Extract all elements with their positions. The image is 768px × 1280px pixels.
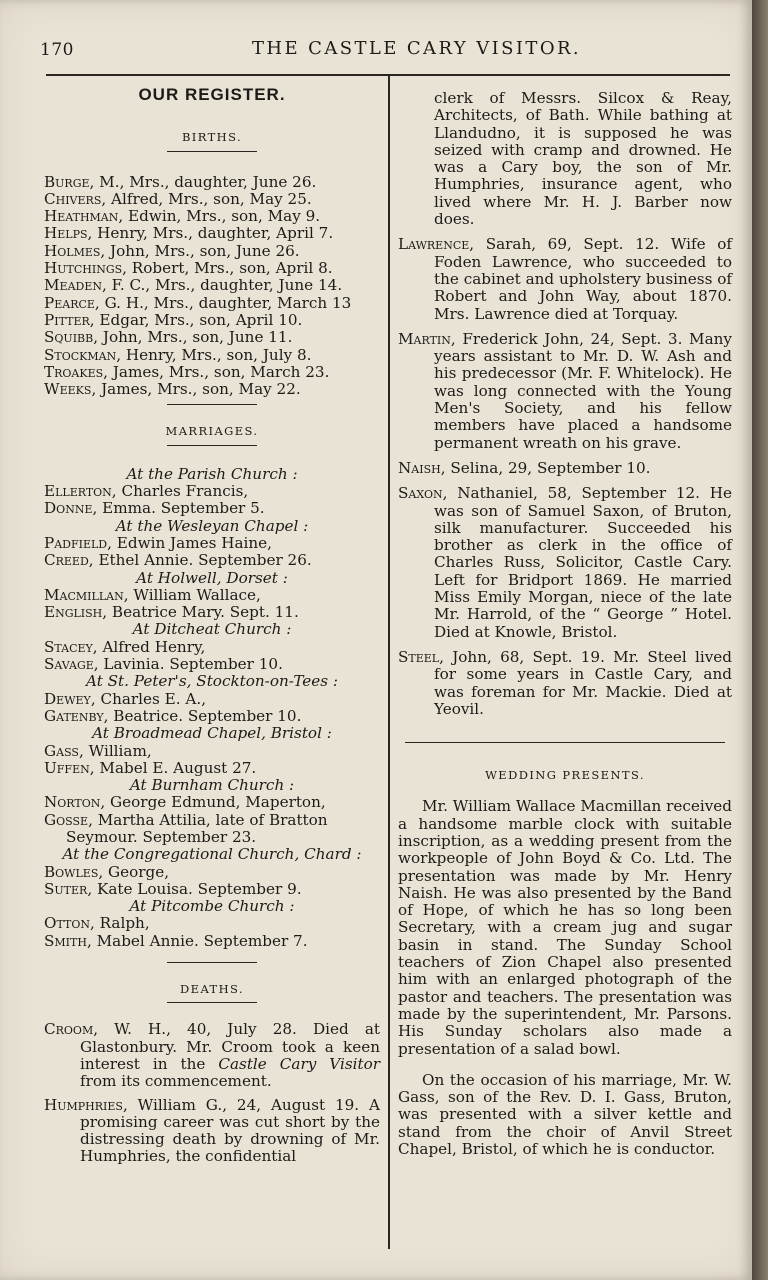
marriages-rule [167, 445, 257, 446]
marriages-heading: MARRIAGES. [165, 424, 259, 439]
birth-entry: Pearce, G. H., Mrs., daughter, March 13 [44, 293, 352, 312]
birth-entry: Helps, Henry, Mrs., daughter, April 7. [44, 224, 334, 243]
marriage-venue: At Holwell, Dorset : [136, 568, 288, 587]
humphries-continuation: clerk of Messrs. Silcox & Reay, Architects, of Bath. While bathing at Llandudno, it is supposed he was seized with cramp and drowned. He was a Cary boy, the son of Mr. Humphries, insurance agent, who lived where Mr. H. J. Barber now does. [434, 89, 732, 229]
marriage-line: Suter, Kate Louisa. September 9. [44, 879, 302, 898]
deaths-list-left [44, 1021, 380, 1165]
birth-entry: Weeks, James, Mrs., son, May 22. [44, 380, 301, 399]
wedding-paragraph-2: On the occasion of his marriage, Mr. W. Gass, son of the Rev. D. I. Gass, Bruton, was presented with a silver kettle and stand from the choir of Anvil Street Chapel, Bristol, of which he is conductor. [398, 1070, 732, 1159]
page-edge [752, 0, 768, 1280]
birth-entry: Troakes, James, Mrs., son, March 23. [44, 362, 330, 381]
deaths-end-rule [405, 742, 725, 743]
marriage-line: Bowles, George, [44, 862, 170, 881]
deaths-heading: DEATHS. [180, 982, 244, 997]
marriage-line: Smith, Mabel Annie. September 7. [44, 931, 308, 950]
marriage-venue: At Pitcombe Church : [129, 897, 295, 916]
death-entry-humphries: Humphries, William G., 24, August 19. A promising career was cut short by the distressing death by drowning of Mr. Humphries, the confidential [44, 1095, 380, 1166]
marriages-list [44, 466, 380, 950]
death-entry: Naish, Selina, 29, September 10. [398, 458, 651, 477]
marriage-venue: At the Parish Church : [126, 464, 298, 483]
marriage-line: Gosse, Martha Attilia, late of Bratton Seymour. September 23. [44, 810, 328, 846]
marriage-line: Gatenby, Beatrice. September 10. [44, 706, 302, 725]
marriage-line: Macmillan, William Wallace, [44, 585, 261, 604]
death-entry: Lawrence, Sarah, 69, Sept. 12. Wife of Foden Lawrence, who succeeded to the cabinet and upholstery business of Robert and John Way, about 1870. Mrs. Lawrence died at Torquay. [398, 235, 732, 323]
death-entry: Saxon, Nathaniel, 58, September 12. He was son of Samuel Saxon, of Bruton, silk manufacturer. Succeeded his brother as clerk in the office of Charles Russ, Solicitor, Castle Cary. Left for Bridport 1869. He married Miss Emily Morgan, niece of the late Mr. Harrold, of the “ George ” Hotel. Died at Knowle, Bristol. [398, 484, 732, 641]
marriage-venue: At the Wesleyan Chapel : [115, 516, 309, 535]
register-title: OUR REGISTER. [138, 85, 286, 104]
marriage-line: Ellerton, Charles Francis, [44, 482, 249, 501]
birth-entry: Chivers, Alfred, Mrs., son, May 25. [44, 189, 312, 208]
wedding-presents-heading: WEDDING PRESENTS. [485, 768, 645, 783]
column-divider [388, 74, 390, 1249]
birth-entry: Holmes, John, Mrs., son, June 26. [44, 241, 300, 260]
marriage-line: Stacey, Alfred Henry, [44, 637, 206, 656]
left-column [44, 74, 380, 1166]
marriage-venue: At Burnham Church : [129, 776, 295, 795]
births-list [44, 174, 380, 399]
marriage-line: Dewey, Charles E. A., [44, 689, 207, 708]
marriage-venue: At St. Peter's, Stockton-on-Tees : [86, 672, 338, 691]
marriage-line: Norton, George Edmund, Maperton, [44, 793, 326, 812]
deaths-rule [167, 1002, 257, 1003]
marriage-venue: At Ditcheat Church : [132, 620, 292, 639]
birth-entry: Squibb, John, Mrs., son, June 11. [44, 328, 293, 347]
births-heading: BIRTHS. [181, 130, 243, 145]
births-rule [167, 151, 257, 152]
marriage-venue: At Broadmead Chapel, Bristol : [92, 724, 332, 743]
marriage-line: Padfield, Edwin James Haine, [44, 533, 272, 552]
births-end-rule [167, 404, 257, 405]
marriage-line: Savage, Lavinia. September 10. [44, 655, 283, 674]
right-column [398, 74, 732, 1158]
marriage-venue: At the Congregational Church, Chard : [62, 845, 362, 864]
marriage-line: Creed, Ethel Annie. September 26. [44, 551, 312, 570]
running-head [40, 36, 740, 66]
birth-entry: Meaden, F. C., Mrs., daughter, June 14. [44, 276, 343, 295]
wedding-paragraph-1: Mr. William Wallace Macmillan received a handsome marble clock with suitable inscription, as a wedding present from the workpeople of John Boyd & Co. Ltd. The presentation was made by Mr. Henry Naish. He was also presented by the Band of Hope, of which he has so long been Secretary, with a cream jug and sugar basin in stand. The Sunday School teachers of Zion Chapel also presented him with an enlarged photograph of the pastor and teachers. The presentation was made by the superintendent, Mr. Parsons. His Sunday scholars also made a presentation of a salad bowl. [398, 797, 732, 1058]
birth-entry: Heathman, Edwin, Mrs., son, May 9. [44, 207, 321, 226]
marriage-line: Uffen, Mabel E. August 27. [44, 758, 257, 777]
marriage-line: Otton, Ralph, [44, 914, 150, 933]
death-entry: Martin, Frederick John, 24, Sept. 3. Many years assistant to Mr. D. W. Ash and his predecessor (Mr. F. Whitelock). He was long connected with the Young Men's Society, and his fellow members have placed a handsome permanent wreath on his grave. [398, 329, 732, 452]
death-entry: Steel, John, 68, Sept. 19. Mr. Steel lived for some years in Castle Cary, and was foreman for Mr. Mackie. Died at Yeovil. [398, 647, 732, 718]
marriage-line: English, Beatrice Mary. Sept. 11. [44, 603, 299, 622]
death-entry-croom: Croom, W. H., 40, July 28. Died at Glastonbury. Mr. Croom took a keen interest in the Castle Cary Visitor from its commencement. [44, 1020, 380, 1091]
page-number: 170 [40, 40, 74, 60]
journal-title: THE CASTLE CARY VISITOR. [252, 38, 582, 59]
birth-entry: Burge, M., Mrs., daughter, June 26. [44, 172, 317, 191]
marriage-line: Gass, William, [44, 741, 152, 760]
birth-entry: Stockman, Henry, Mrs., son, July 8. [44, 345, 312, 364]
deaths-list-right [398, 236, 732, 718]
birth-entry: Pitter, Edgar, Mrs., son, April 10. [44, 310, 303, 329]
marriage-line: Donne, Emma. September 5. [44, 499, 265, 518]
birth-entry: Hutchings, Robert, Mrs., son, April 8. [44, 259, 333, 278]
marriages-end-rule [167, 962, 257, 963]
